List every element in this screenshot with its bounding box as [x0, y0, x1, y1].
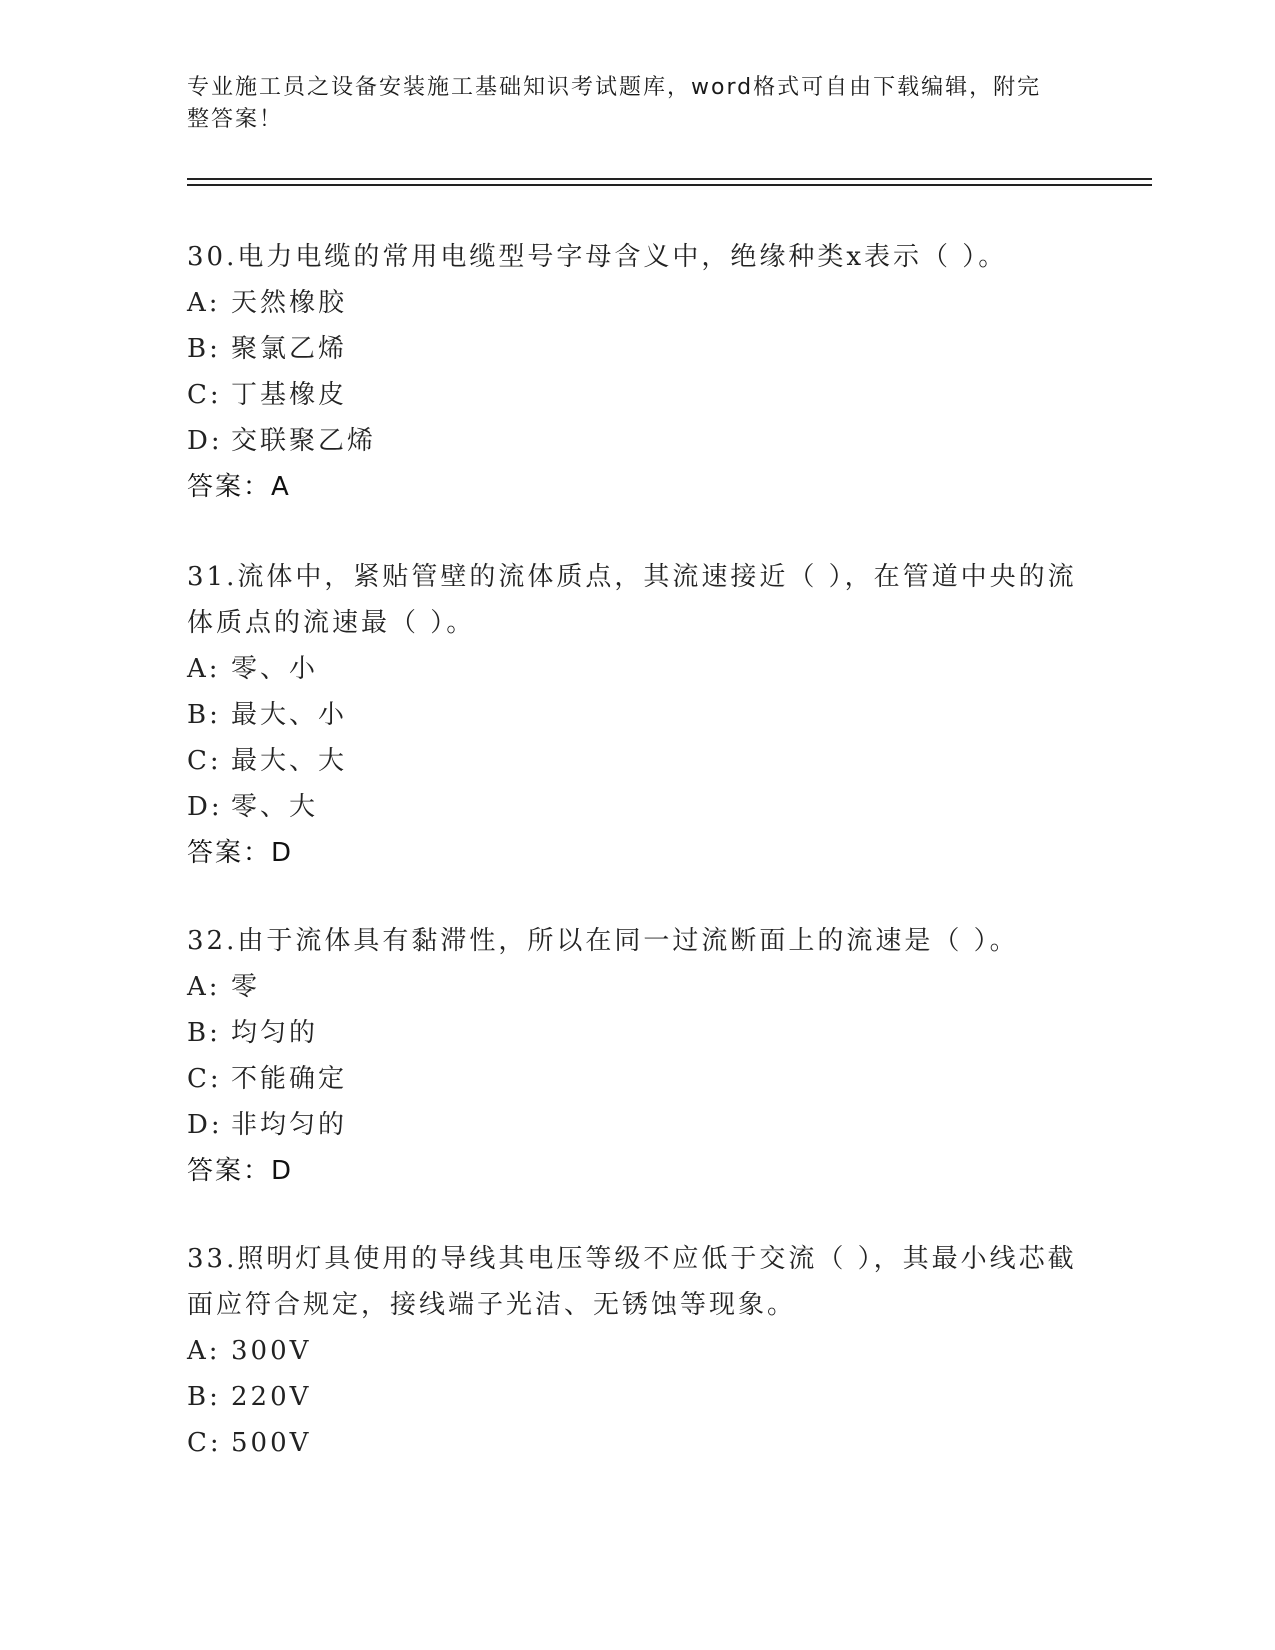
option-text: 非均匀的 — [231, 1110, 348, 1140]
option-letter: C: — [187, 1064, 222, 1094]
document-header — [187, 72, 1067, 136]
question-30 — [187, 234, 1087, 510]
option-letter: C: — [187, 1428, 222, 1458]
option-a — [187, 280, 1087, 326]
option-text: 最大、小 — [231, 700, 348, 730]
option-letter: D: — [187, 426, 223, 456]
option-letter: A: — [187, 972, 221, 1002]
option-text: 零、小 — [231, 654, 319, 684]
option-text: 聚氯乙烯 — [231, 334, 348, 364]
header-divider-bottom — [187, 184, 1152, 186]
option-letter: B: — [187, 1018, 221, 1048]
option-letter: B: — [187, 700, 221, 730]
option-letter: D: — [187, 792, 223, 822]
answer-line: 答案：D — [187, 838, 294, 868]
option-text: 天然橡胶 — [231, 288, 348, 318]
question-31 — [187, 554, 1087, 876]
question-32 — [187, 918, 1087, 1194]
question-33 — [187, 1236, 1087, 1466]
option-letter: B: — [187, 334, 221, 364]
option-text: 零 — [231, 972, 261, 1002]
option-d — [187, 418, 1087, 464]
question-stem: 30.电力电缆的常用电缆型号字母含义中，绝缘种类x表示（ ）。 — [187, 242, 1008, 272]
option-c — [187, 372, 1087, 418]
option-a — [187, 964, 1087, 1010]
option-text: 均匀的 — [231, 1018, 319, 1048]
option-letter: A: — [187, 654, 221, 684]
option-c — [187, 1056, 1087, 1102]
option-text: 500V — [231, 1428, 312, 1458]
option-b — [187, 326, 1087, 372]
option-letter: A: — [187, 1336, 221, 1366]
option-text: 不能确定 — [231, 1064, 348, 1094]
header-line-2: 整答案！ — [187, 107, 284, 132]
option-d — [187, 1102, 1087, 1148]
option-letter: A: — [187, 288, 221, 318]
header-divider-top — [187, 178, 1152, 180]
option-a — [187, 646, 1087, 692]
option-text: 交联聚乙烯 — [231, 426, 377, 456]
option-c — [187, 1420, 1087, 1466]
option-b — [187, 1010, 1087, 1056]
answer-line: 答案：A — [187, 472, 291, 502]
header-line-1: 专业施工员之设备安装施工基础知识考试题库，word格式可自由下载编辑，附完 — [187, 75, 1042, 100]
option-letter: C: — [187, 746, 222, 776]
option-c — [187, 738, 1087, 784]
option-d — [187, 784, 1087, 830]
option-a — [187, 1328, 1087, 1374]
option-b — [187, 692, 1087, 738]
question-stem: 31.流体中，紧贴管壁的流体质点，其流速接近（ ），在管道中央的流体质点的流速最（ ）。 — [187, 562, 1077, 638]
option-text: 零、大 — [231, 792, 319, 822]
option-text: 300V — [231, 1336, 312, 1366]
option-letter: D: — [187, 1110, 223, 1140]
question-stem: 32.由于流体具有黏滞性，所以在同一过流断面上的流速是（ ）。 — [187, 926, 1019, 956]
option-text: 最大、大 — [231, 746, 348, 776]
option-text: 220V — [231, 1382, 312, 1412]
answer-line: 答案：D — [187, 1156, 294, 1186]
option-text: 丁基橡皮 — [231, 380, 348, 410]
question-stem: 33.照明灯具使用的导线其电压等级不应低于交流（ ），其最小线芯截面应符合规定，接线端子光洁、无锈蚀等现象。 — [187, 1244, 1077, 1320]
option-letter: C: — [187, 380, 222, 410]
option-letter: B: — [187, 1382, 221, 1412]
option-b — [187, 1374, 1087, 1420]
